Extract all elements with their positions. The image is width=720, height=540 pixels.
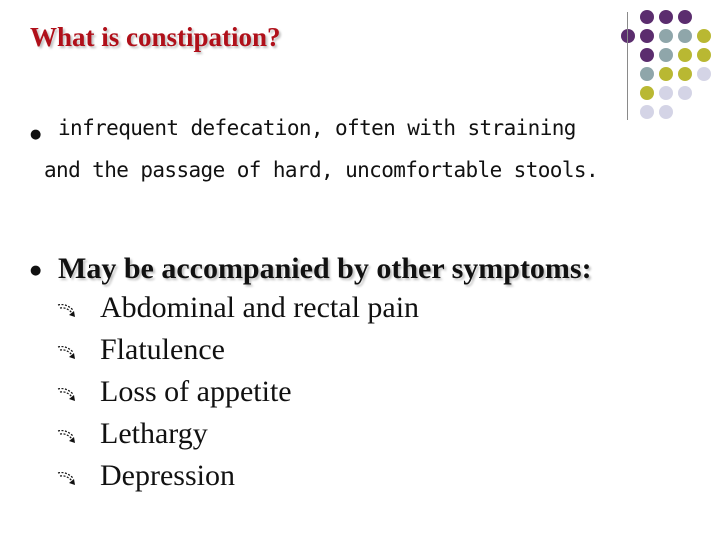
list-item-text: Depression [100, 459, 235, 492]
sub-bullet-icon [56, 467, 78, 489]
dot-row-5 [640, 86, 692, 100]
list-item-text: Flatulence [100, 333, 225, 366]
dot-row-6 [640, 105, 673, 119]
dot-grid-decoration [0, 0, 720, 130]
sub-bullet-icon [56, 299, 78, 321]
sub-bullet-icon [56, 341, 78, 363]
dot-row-1 [640, 10, 692, 24]
dot-row-4 [640, 67, 711, 81]
page-title: What is constipation? [30, 22, 281, 52]
bullet-dot-icon: ● [30, 263, 42, 278]
symptoms-heading: May be accompanied by other symptoms: [58, 252, 592, 285]
list-item-text: Abdominal and rectal pain [100, 291, 420, 324]
bullet1-line2: and the passage of hard, uncomfortable stools. [44, 158, 598, 182]
dot-row-3 [640, 48, 711, 62]
list-item-text: Lethargy [100, 417, 208, 450]
bullet1-line1: infrequent defecation, often with straining [58, 116, 576, 140]
sub-bullet-icon [56, 425, 78, 447]
sub-bullet-icon [56, 383, 78, 405]
list-item-text: Loss of appetite [100, 375, 292, 408]
divider-line [627, 12, 628, 120]
dot-row-2 [621, 29, 711, 43]
bullet-dot-icon: ● [30, 127, 42, 142]
